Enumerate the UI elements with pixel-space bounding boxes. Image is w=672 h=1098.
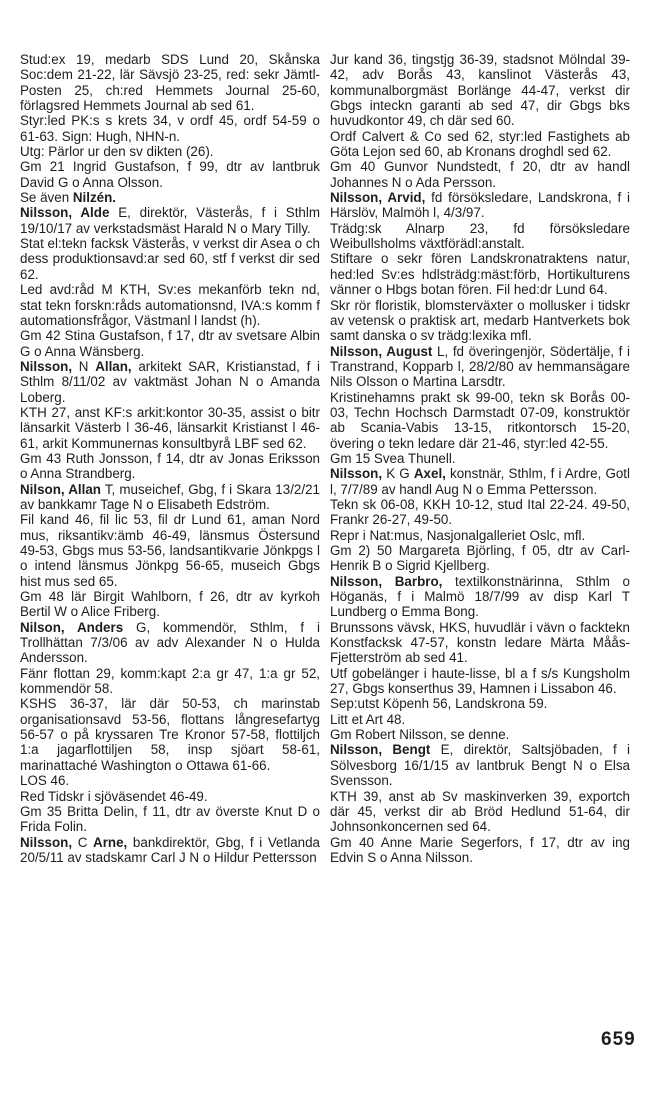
entry-text-paragraph [20, 190, 320, 205]
entry-text-paragraph [20, 113, 320, 144]
entry-heading-paragraph [330, 574, 630, 620]
entry-text-paragraph [20, 52, 320, 113]
entry-name: Nilsson, [330, 466, 383, 482]
cross-reference-name: Nilzén. [72, 190, 117, 206]
entry-text: Fänr flottan 29, komm:kapt 2:a gr 47, 1:a gr 52, kommendör 58. [20, 665, 320, 697]
entry-text: Gm 15 Svea Thunell. [330, 450, 456, 466]
entry-text: T, museichef, Gbg, f i Skara 13/2/21 av bankkamr Tage N o Elisabeth Edström. [20, 481, 320, 512]
entry-text-paragraph [20, 328, 320, 359]
entry-text-paragraph [20, 159, 320, 190]
entry-text: Utf gobelänger i haute-lisse, bl a f s/s Kungsholm 27, Gbgs konserthus 39, Hamnen i Lissabon 46. [330, 665, 630, 697]
entry-text-paragraph [330, 666, 630, 697]
entry-text: C [72, 834, 94, 850]
entry-text-paragraph [20, 789, 320, 804]
entry-text-paragraph [330, 727, 630, 742]
entry-text: G, kommendör, Sthlm, f i Trollhättan 7/3/06 av adv Alexander N o Hulda Andersson. [20, 619, 320, 666]
entry-name: Nilsson, [20, 358, 73, 374]
entry-given-name: Arne, [93, 834, 128, 850]
entry-heading-paragraph [20, 359, 320, 405]
entry-text: Led avd:råd M KTH, Sv:es mekanförb tekn nd, stat tekn forskn:råds automationsnd, IVA:s komm f automationsfrågor, Västmanl l landst (h). [20, 282, 320, 328]
entry-text: Stud:ex 19, medarb SDS Lund 20, Skånska Soc:dem 21-22, lär Sävsjö 23-25, red: sekr Jämtl-Posten 25, ch:red Hemmets Journal 25-60, förlagsred Hemmets Journal ab sed 61. [20, 52, 320, 114]
entry-text: Gm 40 Anne Marie Segerfors, f 17, dtr av ing Edvin S o Anna Nilsson. [330, 834, 630, 865]
entry-heading-paragraph [20, 205, 320, 236]
entry-text: Red Tidskr i sjöväsendet 46-49. [20, 788, 208, 804]
left-column [20, 52, 320, 865]
entry-text: Gm 40 Gunvor Nundstedt, f 20, dtr av handl Johannes N o Ada Persson. [330, 159, 630, 190]
entry-text: Gm 35 Britta Delin, f 11, dtr av överste Knut D o Frida Folin. [20, 803, 320, 835]
entry-text-paragraph [330, 835, 630, 866]
entry-heading-paragraph [330, 190, 630, 221]
entry-text: bankdirektör, Gbg, f i Vetlanda 20/5/11 av stadskamr Carl J N o Hildur Pettersson [20, 834, 320, 865]
entry-text-paragraph [330, 696, 630, 711]
right-column [330, 52, 630, 865]
entry-text: konstnär, Sthlm, f i Ardre, Gotl l, 7/7/89 av handl Aug N o Emma Pettersson. [330, 466, 631, 497]
entry-name: Nilsson, Bengt [330, 742, 431, 758]
entry-text-paragraph [20, 773, 320, 788]
entry-text: Se även [20, 190, 73, 206]
entry-text: Stiftare o sekr fören Landskronatraktens natur, hed:led Sv:es hdlsträdg:mäst:förb, Hortikulturens vänner o Hbgs botan fören. Fil hed:dr Lund 64. [330, 251, 630, 298]
entry-text-paragraph [330, 221, 630, 252]
entry-text: L, fd överingenjör, Södertälje, f i Transtrand, Kopparb l, 28/2/80 av hemmansägare Nils Olsson o Martina Larsdtr. [330, 343, 630, 390]
entry-name: Nilsson, August [330, 343, 433, 359]
entry-text-paragraph [330, 789, 630, 835]
entry-text-paragraph [20, 451, 320, 482]
entry-text: Trädg:sk Alnarp 23, fd försöksledare Weibullsholms växtförädl:anstalt. [330, 220, 630, 252]
entry-text: Gm 43 Ruth Jonsson, f 14, dtr av Jonas Eriksson o Anna Strandberg. [20, 450, 320, 482]
entry-text: E, direktör, Saltsjöbaden, f i Sölvesborg 16/1/15 av lantbruk Bengt N o Elsa Svensson. [330, 742, 630, 789]
entry-text: Utg: Pärlor ur den sv dikten (26). [20, 144, 214, 160]
entry-text-paragraph [20, 666, 320, 697]
entry-text-paragraph [20, 512, 320, 589]
entry-text-paragraph [330, 620, 630, 666]
entry-text: Sep:utst Köpenh 56, Landskrona 59. [330, 696, 548, 712]
entry-text: arkitekt SAR, Kristianstad, f i Sthlm 8/11/02 av vaktmäst Johan N o Amanda Loberg. [20, 358, 320, 405]
entry-text: Fil kand 46, fil lic 53, fil dr Lund 61, aman Nord mus, riksantikv:ämb 46-49, länsmus Östersund 49-53, Gbgs mus 53-56, landsantikvarie Jönkpgs l o intend länsmus Jönkpg 56-65, museich Gbgs hist mus sed 65. [20, 512, 320, 589]
entry-given-name: Axel, [413, 466, 446, 482]
entry-text: KTH 27, anst KF:s arkit:kontor 30-35, assist o bitr länsarkit Västerb l 36-46, länsarkit Kristianst l 46-61, arkit Kommunernas konsultbyrå LBF sed 62. [20, 404, 320, 451]
entry-text: Gm 42 Stina Gustafson, f 17, dtr av svetsare Albin G o Anna Wänsberg. [20, 328, 320, 359]
entry-name: Nilsson, Barbro, [330, 573, 443, 589]
entry-heading-paragraph [330, 344, 630, 390]
entry-text: Gm 21 Ingrid Gustafson, f 99, dtr av lantbruk David G o Anna Olsson. [20, 159, 320, 190]
entry-text: Gm 2) 50 Margareta Björling, f 05, dtr av Carl-Henrik B o Sigrid Kjellberg. [330, 543, 630, 574]
entry-text-paragraph [20, 282, 320, 328]
page-number: 659 [601, 1029, 636, 1050]
entry-text-paragraph [20, 144, 320, 159]
entry-text: Jur kand 36, tingstjg 36-39, stadsnot Mölndal 39-42, adv Borås 43, kanslinot Västerås 43, kommunalborgmäst Borlänge 44-47, verkst dir Gbgs inteckn garanti ab sed 47, dir Gbgs bks huvudkontor 49, ch där sed 60. [330, 52, 630, 129]
entry-text-paragraph [20, 405, 320, 451]
entry-text: Styr:led PK:s s krets 34, v ordf 45, ordf 54-59 o 61-63. Sign: Hugh, NHN-n. [20, 113, 320, 144]
entry-text-paragraph [330, 528, 630, 543]
entry-text-paragraph [330, 251, 630, 297]
entry-name: Nilson, Allan [20, 481, 101, 497]
entry-text-paragraph [330, 52, 630, 129]
entry-text: LOS 46. [20, 773, 70, 789]
entry-text: Gm 48 lär Birgit Wahlborn, f 26, dtr av kyrkoh Bertil W o Alice Friberg. [20, 589, 320, 620]
entry-name: Nilson, Anders [20, 619, 124, 635]
entry-text-paragraph [20, 804, 320, 835]
entry-text-paragraph [20, 589, 320, 620]
entry-heading-paragraph [20, 835, 320, 866]
entry-text: Stat el:tekn facksk Västerås, v verkst dir Asea o ch dess produktionsavd:ar sed 60, stf f verkst dir sed 62. [20, 236, 320, 282]
entry-heading-paragraph [20, 482, 320, 513]
entry-text-paragraph [330, 543, 630, 574]
entry-text: Brunssons vävsk, HKS, huvudlär i vävn o facktekn Konstfacksk 47-57, konstn ledare Märta Måås-Fjetterström ab sed 41. [330, 619, 630, 666]
entry-text: Kristinehamns prakt sk 99-00, tekn sk Borås 00-03, Techn Hochsch Darmstadt 07-09, konstruktör ab Scania-Vabis 13-15, ritkontorsch 15-20, övering o tekn ledare där 21-46, styr:led 42-55. [330, 389, 630, 451]
entry-text: E, direktör, Västerås, f i Sthlm 19/10/17 av verkstadsmäst Harald N o Mary Tilly. [20, 205, 321, 236]
entry-text-paragraph [330, 298, 630, 344]
entry-text-paragraph [20, 696, 320, 773]
entry-text: KTH 39, anst ab Sv maskinverken 39, exportch där 45, verkst dir ab Bröd Hedlund 51-64, dir Johnsonkoncernen sed 64. [330, 788, 630, 835]
entry-heading-paragraph [330, 466, 630, 497]
entry-text-paragraph [330, 712, 630, 727]
entry-text: Ordf Calvert & Co sed 62, styr:led Fastighets ab Göta Lejon sed 60, ab Kronans droghdl sed 62. [330, 128, 630, 160]
entry-text-paragraph [330, 390, 630, 451]
entry-text: Litt et Art 48. [330, 711, 406, 727]
entry-text-paragraph [20, 236, 320, 282]
entry-heading-paragraph [20, 620, 320, 666]
entry-name: Nilsson, Arvid, [330, 190, 426, 206]
entry-text-paragraph [330, 129, 630, 160]
entry-text: Skr rör floristik, blomsterväxter o mollusker i tidskr av vetensk o praktisk art, medarb Hantverkets bok samt danska o sv trädg:lexika mfl. [330, 297, 630, 344]
entry-text: K G [382, 466, 414, 482]
entry-name: Nilsson, Alde [20, 205, 110, 221]
entry-text-paragraph [330, 497, 630, 528]
entry-name: Nilsson, [20, 834, 73, 850]
entry-text: Repr i Nat:mus, Nasjonalgalleriet Oslc, mfl. [330, 527, 586, 543]
entry-text: N [72, 358, 96, 374]
entry-text: Tekn sk 06-08, KKH 10-12, stud Ital 22-24. 49-50, Frankr 26-27, 49-50. [330, 496, 630, 528]
entry-given-name: Allan, [95, 358, 132, 374]
entry-text-paragraph [330, 159, 630, 190]
entry-text: KSHS 36-37, lär där 50-53, ch marinstab organisationsavd 53-56, flottans långresefartyg 56-57 o på kryssaren Tre Kronor 57-58, flottiljch 1:a jagarflottiljen 58, insp sjöart 58-61, marinattaché Washington o Ottawa 61-66. [20, 696, 320, 773]
entry-text-paragraph [330, 451, 630, 466]
entry-text: fd försöksledare, Landskrona, f i Härslöv, Malmöh l, 4/3/97. [330, 190, 630, 221]
entry-heading-paragraph [330, 742, 630, 788]
entry-text: textilkonstnärinna, Sthlm o Höganäs, f i Malmö 18/7/99 av disp Karl T Lundberg o Emma Bong. [330, 573, 630, 620]
entry-text: Gm Robert Nilsson, se denne. [330, 727, 510, 743]
